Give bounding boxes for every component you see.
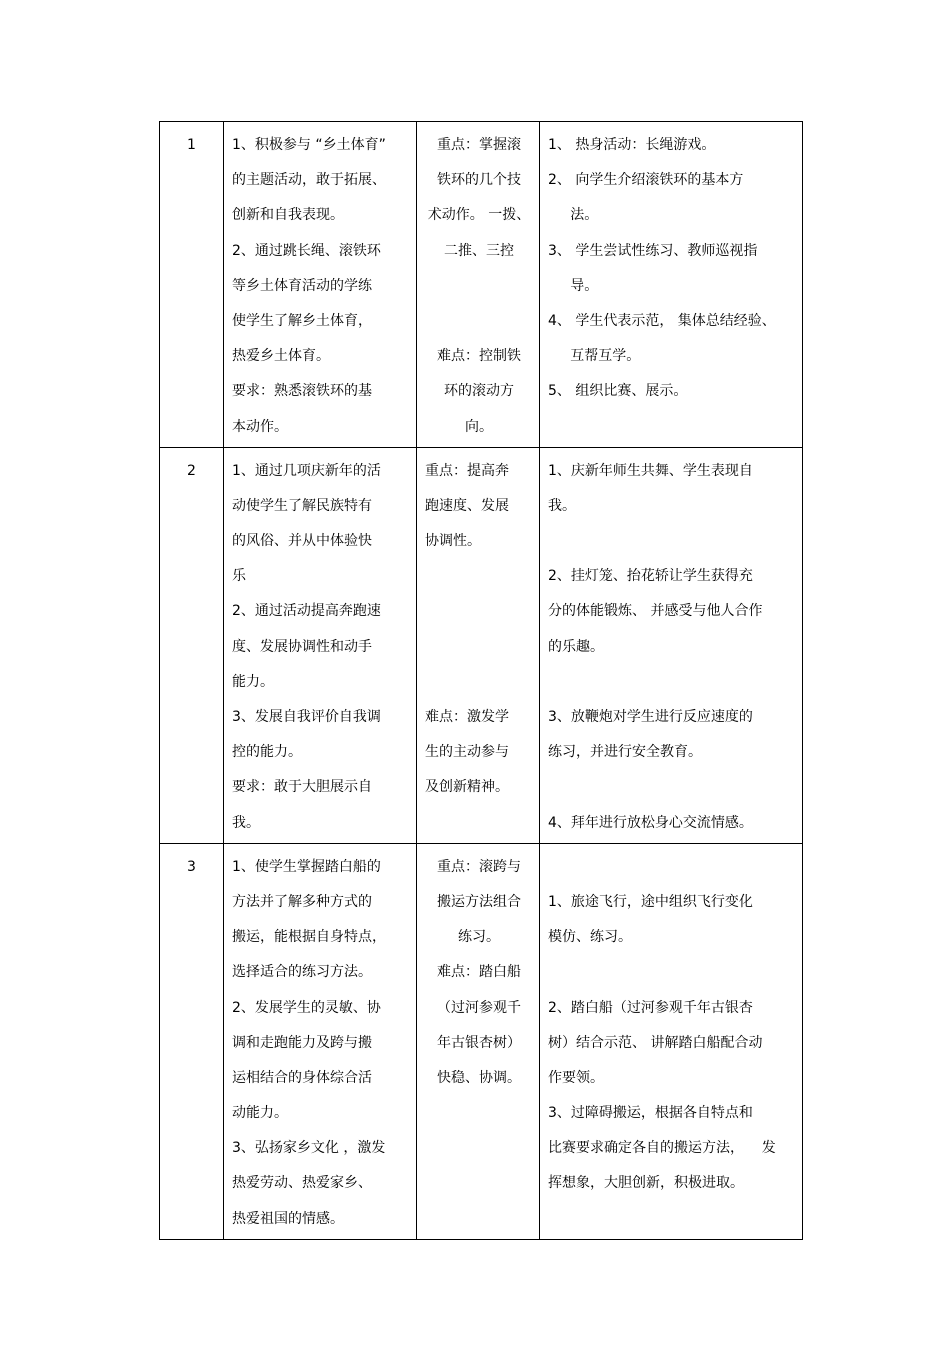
activity-line: 1、庆新年师生共舞、学生表现自 (548, 462, 753, 479)
activities-cell (540, 122, 803, 448)
row-number: 1 (187, 137, 196, 153)
activity-line: 3、放鞭炮对学生进行反应速度的 (548, 709, 753, 725)
row-number-cell (160, 843, 224, 1239)
lesson-plan-table (159, 121, 803, 1240)
keypoint-line: 快稳、协调。 (437, 1069, 521, 1086)
activity-line: 4、拜年进行放松身心交流情感。 (548, 814, 753, 831)
goal-line: 运相结合的身体综合活 (232, 1069, 372, 1086)
keypoint-line: 年古银杏树） (437, 1034, 521, 1051)
goal-line: 1、通过几项庆新年的活 (232, 462, 381, 479)
goal-line: 动使学生了解民族特有 (232, 497, 372, 514)
goal-line: 的主题活动，敢于拓展、 (232, 172, 386, 189)
goal-line: 热爱祖国的情感。 (232, 1210, 344, 1227)
keypoint-line: 难点：踏白船 (437, 964, 521, 981)
keypoint-line: 铁环的几个技 (437, 172, 521, 189)
spacer (425, 559, 533, 594)
row-number: 2 (187, 462, 196, 479)
goal-line: 控的能力。 (232, 744, 302, 761)
spacer (548, 665, 796, 700)
activity-line: 作要领。 (548, 1069, 604, 1086)
activity-line: 树）结合示范、 讲解踏白船配合动 (548, 1034, 763, 1051)
goals-cell (224, 843, 417, 1239)
goals-cell (224, 447, 417, 843)
goal-line: 创新和自我表现。 (232, 207, 344, 224)
spacer (425, 594, 533, 629)
goal-line: 调和走跑能力及跨与搬 (232, 1034, 372, 1051)
goal-line: 我。 (232, 814, 260, 831)
row-number: 3 (187, 858, 196, 875)
goal-line: 3、弘扬家乡文化 ，激发 (232, 1140, 386, 1157)
keypoint-line: 难点：控制铁 (437, 348, 521, 365)
keypoints-cell (417, 447, 540, 843)
activity-line: 比赛要求确定各自的搬运方法， 发 (548, 1140, 776, 1157)
activity-line: 模仿、练习。 (548, 929, 632, 946)
activity-line: 5、 组织比赛、展示。 (548, 383, 688, 400)
spacer (548, 955, 796, 990)
activity-line: 2、踏白船（过河参观千年古银杏 (548, 999, 753, 1016)
activity-line: 我。 (548, 497, 576, 514)
spacer (548, 850, 796, 885)
keypoint-line: 跑速度、发展 (425, 497, 509, 514)
keypoint-line: 术动作。 一拨、 (427, 207, 531, 224)
keypoint-line: 重点：滚跨与 (437, 858, 521, 875)
activity-line: 1、旅途飞行，途中组织飞行变化 (548, 893, 753, 910)
goal-line: 2、通过跳长绳、滚铁环 (232, 242, 381, 259)
activity-line: 4、 学生代表示范， 集体总结经验、 (548, 312, 776, 329)
keypoint-line: 环的滚动方 (444, 383, 514, 400)
spacer (548, 524, 796, 559)
keypoints-cell (417, 122, 540, 448)
keypoints-cell (417, 843, 540, 1239)
goal-line: 1、积极参与 “乡土体育” (232, 137, 386, 153)
table-row (160, 447, 803, 843)
keypoint-line: 二推、三控 (444, 242, 514, 259)
keypoint-line: 搬运方法组合 (437, 893, 521, 910)
keypoint-line: 向。 (465, 418, 493, 435)
goal-line: 要求：熟悉滚铁环的基 (232, 383, 372, 400)
activities-cell (540, 843, 803, 1239)
goal-line: 1、使学生掌握踏白船的 (232, 858, 381, 875)
keypoint-line: 及创新精神。 (425, 779, 509, 796)
keypoint-line: 生的主动参与 (425, 744, 509, 761)
table-row (160, 122, 803, 448)
goal-line: 2、发展学生的灵敏、协 (232, 999, 381, 1016)
goal-line: 乐 (232, 568, 246, 585)
goal-line: 热爱劳动、热爱家乡、 (232, 1175, 372, 1192)
table-row (160, 843, 803, 1239)
activities-cell (540, 447, 803, 843)
spacer (425, 630, 533, 665)
activity-line: 互帮互学。 (548, 348, 641, 365)
goal-line: 本动作。 (232, 418, 288, 435)
keypoint-line: 练习。 (458, 929, 500, 946)
spacer (548, 770, 796, 805)
keypoint-line: （过河参观千 (437, 999, 521, 1016)
activity-line: 法。 (548, 207, 599, 224)
goal-line: 2、通过活动提高奔跑速 (232, 603, 381, 620)
activity-line: 2、 向学生介绍滚铁环的基本方 (548, 172, 744, 189)
activity-line: 1、 热身活动：长绳游戏。 (548, 137, 716, 153)
goals-cell (224, 122, 417, 448)
activity-line: 分的体能锻炼、 并感受与他人合作 (548, 603, 763, 620)
goal-line: 搬运，能根据自身特点， (232, 929, 386, 946)
activity-line: 2、挂灯笼、抬花轿让学生获得充 (548, 568, 753, 585)
row-number-cell (160, 447, 224, 843)
goal-line: 要求：敢于大胆展示自 (232, 779, 372, 796)
goal-line: 的风俗、并从中体验快 (232, 533, 372, 550)
spacer (425, 304, 533, 339)
activity-line: 导。 (548, 277, 599, 294)
keypoint-line: 重点：掌握滚 (437, 137, 521, 153)
goal-line: 3、发展自我评价自我调 (232, 709, 381, 725)
goal-line: 使学生了解乡土体育， (232, 312, 372, 329)
spacer (425, 269, 533, 304)
row-number-cell (160, 122, 224, 448)
activity-line: 的乐趣。 (548, 638, 604, 655)
goal-line: 热爱乡土体育。 (232, 348, 330, 365)
goal-line: 度、发展协调性和动手 (232, 638, 372, 655)
spacer (425, 665, 533, 700)
goal-line: 能力。 (232, 673, 274, 690)
keypoint-line: 协调性。 (425, 533, 481, 550)
keypoint-line: 难点：激发学 (425, 709, 509, 725)
goal-line: 动能力。 (232, 1105, 288, 1122)
goal-line: 选择适合的练习方法。 (232, 964, 372, 981)
activity-line: 练习，并进行安全教育。 (548, 744, 702, 761)
keypoint-line: 重点：提高奔 (425, 462, 509, 479)
goal-line: 等乡土体育活动的学练 (232, 277, 372, 294)
activity-line: 3、 学生尝试性练习、教师巡视指 (548, 242, 758, 259)
activity-line: 3、过障碍搬运，根据各自特点和 (548, 1105, 753, 1122)
activity-line: 挥想象，大胆创新，积极进取。 (548, 1175, 744, 1192)
goal-line: 方法并了解多种方式的 (232, 893, 372, 910)
